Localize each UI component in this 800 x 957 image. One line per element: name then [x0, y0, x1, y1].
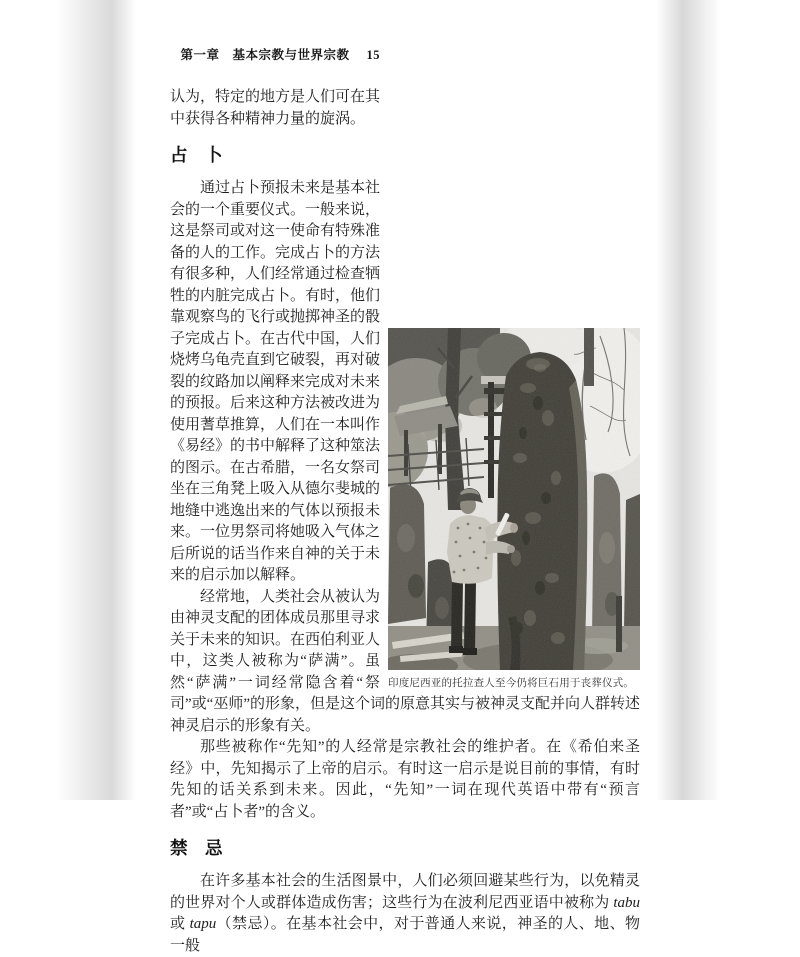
section-heading-taboo: 禁 忌	[170, 838, 223, 858]
megalith-photo	[388, 328, 640, 670]
chapter-title: 基本宗教与世界宗教	[232, 48, 350, 62]
continuation-paragraph: 认为，特定的地方是人们可在其中获得各种精神力量的旋涡。	[170, 89, 381, 127]
term-tapu: tapu	[189, 916, 217, 932]
page-curl-shadow-right	[656, 0, 720, 800]
section-heading-divination: 占 卜	[170, 145, 223, 165]
figure-caption: 印度尼西亚的托拉查人至今仍将巨石用于丧葬仪式。	[388, 677, 635, 689]
term-tabu: tabu	[613, 894, 640, 911]
figure-megalith	[388, 328, 640, 691]
page-curl-shadow-left	[56, 0, 136, 800]
taboo-paragraph-1	[170, 871, 640, 957]
megalith-photo-illustration	[388, 328, 640, 670]
taboo-text-after: （禁忌）。在基本社会中，对于普通人来说，神圣的人、地、物一般	[170, 916, 640, 954]
page-content	[170, 47, 640, 957]
divination-paragraph-2: 经常地，人类社会从被认为由神灵支配的团体成员那里寻求关于未来的知识。在西伯利亚人中，这类人被称为“萨满”。虽然“萨满”一词经常隐含着“祭司”或“巫师”的形象，但是这个词的原意其实与被神灵支配并向人群转述神灵启示的形象有关。	[170, 588, 640, 734]
taboo-text-before: 在许多基本社会的生活图景中，人们必须回避某些行为，以免精灵的世界对个人或群体造成伤害；这些行为在波利尼西亚语中被称为	[170, 873, 640, 911]
page-number: 15	[366, 48, 380, 62]
running-header	[170, 47, 640, 63]
chapter-label: 第一章	[180, 48, 220, 62]
divination-paragraph-3: 那些被称作“先知”的人经常是宗教社会的维护者。在《希伯来圣经》中，先知揭示了上帝的启示。有时这一启示是说目前的事情，有时先知的话关系到未来。因此，“先知”一词在现代英语中带有“预言者”或“占卜者”的含义。	[170, 739, 640, 820]
divination-paragraph-1: 通过占卜预报未来是基本社会的一个重要仪式。一般来说，这是祭司或对这一使命有特殊准备的人的工作。完成占卜的方法有很多种，人们经常通过检查牺牲的内脏完成占卜。有时，他们靠观察鸟的飞行或抛掷神圣的骰子完成占卜。在古代中国，人们烧烤乌龟壳直到它破裂，再对破裂的纹路加以阐释来完成对未来的预报。后来这种方法被改进为使用蓍草推算，人们在一本叫作《易经》的书中解释了这种筮法的图示。在古希腊，一名女祭司坐在三角凳上吸入从德尔斐城的地缝中逃逸出来的气体以预报未来。一位男祭司将她吸入气体之后所说的话当作来自神的关于未来的启示加以解释。	[170, 180, 381, 583]
taboo-text-middle: 或	[170, 916, 190, 932]
